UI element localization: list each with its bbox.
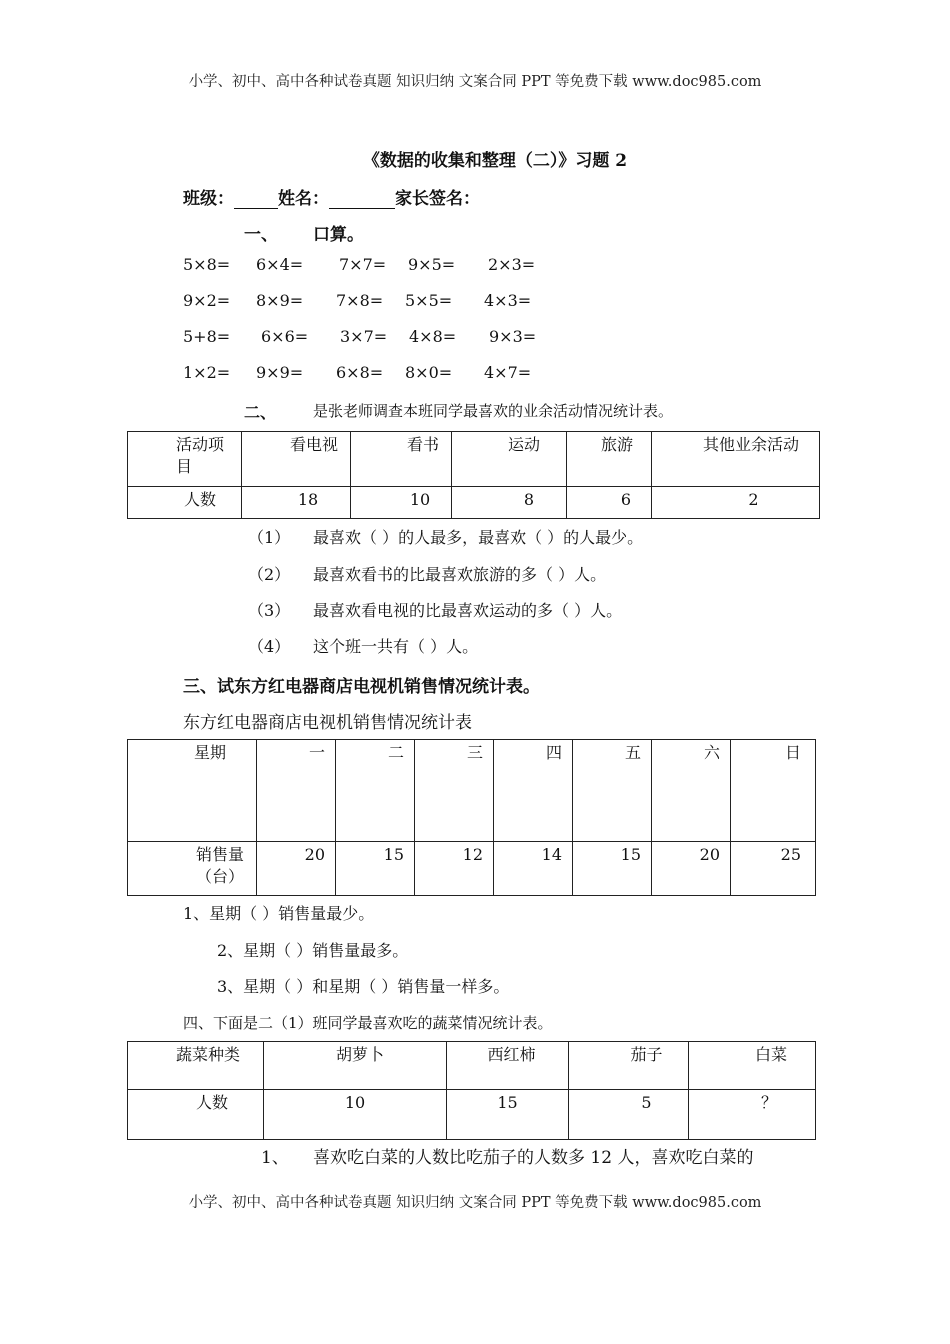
class-blank[interactable]	[234, 190, 278, 209]
name-label: 姓名：	[278, 189, 329, 209]
info-line	[183, 184, 480, 209]
section3-title: 三、试东方红电器商店电视机销售情况统计表。	[183, 677, 540, 697]
section2-intro: 是张老师调查本班同学最喜欢的业余活动情况统计表。	[313, 402, 674, 420]
question-text: 最喜欢看电视的比最喜欢运动的多（ ）人。	[313, 601, 623, 620]
parent-sign-label: 家长签名：	[395, 189, 480, 209]
table-cell	[494, 740, 573, 842]
activity-header-row	[128, 432, 820, 487]
sales-value: 20	[304, 845, 325, 864]
vegetable-count-row	[128, 1090, 816, 1140]
math-item: 6×6=	[261, 327, 309, 346]
table-cell	[731, 740, 816, 842]
table-cell	[242, 487, 351, 519]
vegetable-item: 茄子	[630, 1045, 663, 1064]
math-item: 1×2=	[183, 363, 231, 382]
math-item: 2×3=	[488, 255, 536, 274]
activity-item: 旅游	[600, 435, 633, 454]
table-cell	[128, 1042, 264, 1090]
question-text: 喜欢吃白菜的人数比吃茄子的人数多 12 人，喜欢吃白菜的	[313, 1148, 754, 1168]
math-item: 6×4=	[256, 255, 304, 274]
math-item: 4×7=	[484, 363, 532, 382]
weekday-label: 五	[624, 743, 641, 762]
table-cell	[652, 487, 820, 519]
table-cell	[242, 432, 351, 487]
vegetable-count: ？	[760, 1093, 777, 1112]
activity-count: 18	[297, 490, 319, 509]
math-item: 6×8=	[336, 363, 384, 382]
table-cell	[569, 1042, 689, 1090]
vegetable-table	[127, 1041, 816, 1140]
question-text: 2、星期（ ）销售量最多。	[217, 941, 409, 960]
sales-value: 12	[462, 845, 483, 864]
sales-label: 销售量（台）	[195, 845, 244, 886]
math-item: 5×8=	[183, 255, 231, 274]
table-cell	[447, 1090, 569, 1140]
weekday-label: 四	[545, 743, 562, 762]
activity-count: 6	[620, 490, 632, 509]
vegetable-header-row	[128, 1042, 816, 1090]
section1-num: 一、	[244, 225, 278, 245]
question-num: （2）	[248, 565, 291, 584]
vegetable-item: 西红柿	[487, 1045, 536, 1064]
table-cell	[257, 842, 336, 896]
table-cell	[336, 842, 415, 896]
table-cell	[652, 432, 820, 487]
activity-item: 看电视	[289, 435, 338, 454]
math-item: 9×9=	[256, 363, 304, 382]
table-cell	[731, 842, 816, 896]
table-cell	[652, 740, 731, 842]
tv-sales-table	[127, 739, 816, 896]
section2-num: 二、	[244, 403, 277, 422]
question-text: 这个班一共有（ ）人。	[313, 637, 479, 656]
page-title: 《数据的收集和整理（二）》习题 2	[362, 151, 628, 171]
sales-value: 15	[620, 845, 641, 864]
table-cell	[567, 432, 652, 487]
weekday-label: 二	[387, 743, 404, 762]
section1-title: 口算。	[313, 225, 364, 245]
math-item: 9×2=	[183, 291, 231, 310]
weekday-row	[128, 740, 816, 842]
table-cell	[257, 740, 336, 842]
weekday-label: 日	[784, 743, 801, 762]
activity-item: 运动	[507, 435, 540, 454]
table-cell	[689, 1090, 816, 1140]
table-cell	[494, 842, 573, 896]
count-label: 人数	[184, 490, 217, 509]
sales-value: 15	[383, 845, 404, 864]
row-header: 活动项目	[176, 435, 225, 476]
count-label: 人数	[196, 1093, 229, 1112]
table-cell	[128, 740, 257, 842]
section3-caption: 东方红电器商店电视机销售情况统计表	[183, 713, 472, 733]
table-cell	[128, 842, 257, 896]
activity-item: 看书	[406, 435, 439, 454]
table-cell	[128, 1090, 264, 1140]
vegetable-item: 白菜	[754, 1045, 787, 1064]
activity-count: 8	[523, 490, 535, 509]
math-item: 7×8=	[336, 291, 384, 310]
table-cell	[336, 740, 415, 842]
sales-value: 25	[780, 845, 801, 864]
name-blank[interactable]	[329, 190, 395, 209]
section4-title: 四、下面是二（1）班同学最喜欢吃的蔬菜情况统计表。	[183, 1014, 553, 1032]
vegetable-count: 5	[641, 1093, 652, 1112]
question-num: 1、	[261, 1148, 289, 1168]
activity-table	[127, 431, 820, 519]
table-cell	[447, 1042, 569, 1090]
table-cell	[569, 1090, 689, 1140]
weekday-label: 六	[703, 743, 720, 762]
page-footer: 小学、初中、高中各种试卷真题 知识归纳 文案合同 PPT 等免费下载 www.doc985.com	[188, 1195, 762, 1211]
class-label: 班级：	[183, 189, 234, 209]
question-num: （4）	[248, 637, 291, 656]
math-item: 5×5=	[405, 291, 453, 310]
math-item: 8×9=	[256, 291, 304, 310]
question-text: 最喜欢（ ）的人最多，最喜欢（ ）的人最少。	[313, 528, 644, 547]
math-item: 4×8=	[409, 327, 457, 346]
question-num: （3）	[248, 601, 291, 620]
math-item: 5+8=	[183, 327, 231, 346]
table-cell	[264, 1090, 447, 1140]
question-num: （1）	[248, 528, 291, 547]
math-item: 9×3=	[489, 327, 537, 346]
activity-count: 2	[748, 490, 759, 509]
sales-row	[128, 842, 816, 896]
row-header: 蔬菜种类	[176, 1045, 241, 1064]
table-cell	[264, 1042, 447, 1090]
math-item: 4×3=	[484, 291, 532, 310]
sales-value: 20	[699, 845, 720, 864]
table-cell	[567, 487, 652, 519]
table-cell	[351, 432, 452, 487]
math-item: 7×7=	[339, 255, 387, 274]
vegetable-item: 胡萝卜	[335, 1045, 384, 1064]
activity-count: 10	[409, 490, 431, 509]
table-cell	[351, 487, 452, 519]
table-cell	[452, 487, 567, 519]
page-header: 小学、初中、高中各种试卷真题 知识归纳 文案合同 PPT 等免费下载 www.doc985.com	[188, 74, 762, 90]
math-item: 3×7=	[340, 327, 388, 346]
math-item: 8×0=	[405, 363, 453, 382]
table-cell	[415, 740, 494, 842]
question-text: 1、星期（ ）销售量最少。	[183, 904, 375, 923]
weekday-label: 一	[308, 743, 325, 762]
weekday-label: 三	[466, 743, 483, 762]
table-cell	[128, 432, 242, 487]
table-cell	[415, 842, 494, 896]
activity-item: 其他业余活动	[702, 435, 799, 454]
table-cell	[652, 842, 731, 896]
table-cell	[128, 487, 242, 519]
math-item: 9×5=	[408, 255, 456, 274]
vegetable-count: 15	[497, 1093, 518, 1112]
vegetable-count: 10	[344, 1093, 366, 1112]
table-cell	[573, 842, 652, 896]
sales-value: 14	[541, 845, 562, 864]
table-cell	[573, 740, 652, 842]
question-text: 3、星期（ ）和星期（ ）销售量一样多。	[217, 977, 510, 996]
table-cell	[689, 1042, 816, 1090]
table-cell	[452, 432, 567, 487]
activity-count-row	[128, 487, 820, 519]
question-text: 最喜欢看书的比最喜欢旅游的多（ ）人。	[313, 565, 607, 584]
row-header: 星期	[194, 743, 227, 762]
